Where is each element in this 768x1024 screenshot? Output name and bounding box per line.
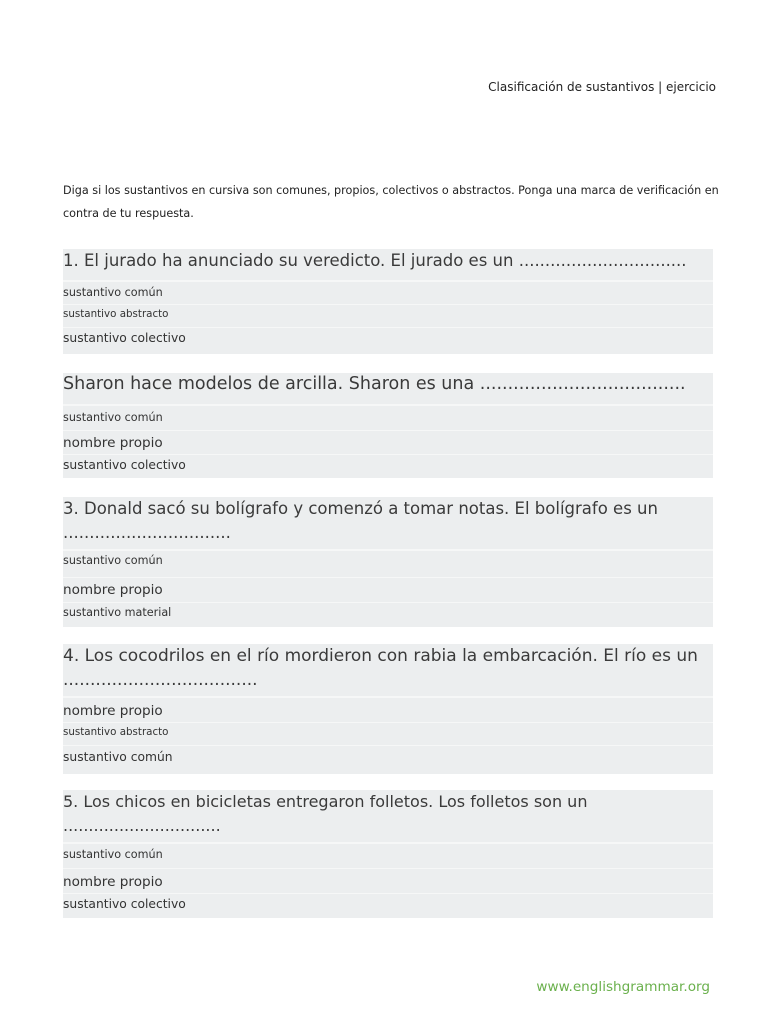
- option-item[interactable]: nombre propio: [63, 697, 713, 722]
- page-title: Clasificación de sustantivos | ejercicio: [488, 80, 716, 94]
- instructions-text: Diga si los sustantivos en cursiva son comunes, propios, colectivos o abstractos. Ponga una marca de verificación en contra de tu respuesta.: [63, 184, 719, 220]
- option-item[interactable]: sustantivo común: [63, 405, 713, 430]
- question-block-1: [63, 249, 713, 354]
- question-block-5: [63, 790, 713, 918]
- footer-website-link[interactable]: www.englishgrammar.org: [536, 979, 710, 995]
- option-item[interactable]: sustantivo abstracto: [63, 304, 713, 327]
- question-text: 1. El jurado ha anunciado su veredicto. El jurado es un ................................: [63, 249, 713, 281]
- option-item[interactable]: sustantivo común: [63, 745, 713, 774]
- option-item[interactable]: sustantivo colectivo: [63, 327, 713, 354]
- question-block-2: [63, 373, 713, 478]
- option-item[interactable]: nombre propio: [63, 577, 713, 602]
- question-text: 3. Donald sacó su bolígrafo y comenzó a tomar notas. El bolígrafo es un ................................: [63, 497, 713, 550]
- question-block-4: [63, 644, 713, 774]
- question-text: 4. Los cocodrilos en el río mordieron con rabia la embarcación. El río es un ....................................: [63, 644, 713, 697]
- question-text: 5. Los chicos en bicicletas entregaron folletos. Los folletos son un ...............................: [63, 790, 713, 843]
- option-item[interactable]: sustantivo colectivo: [63, 893, 713, 918]
- option-item[interactable]: nombre propio: [63, 868, 713, 893]
- question-text: Sharon hace modelos de arcilla. Sharon es una .....................................: [63, 373, 713, 405]
- option-item[interactable]: sustantivo colectivo: [63, 454, 713, 478]
- option-item[interactable]: sustantivo material: [63, 602, 713, 627]
- question-block-3: [63, 497, 713, 627]
- option-item[interactable]: sustantivo abstracto: [63, 722, 713, 745]
- option-item[interactable]: sustantivo común: [63, 281, 713, 304]
- option-item[interactable]: sustantivo común: [63, 550, 713, 577]
- option-item[interactable]: nombre propio: [63, 430, 713, 454]
- option-item[interactable]: sustantivo común: [63, 843, 713, 868]
